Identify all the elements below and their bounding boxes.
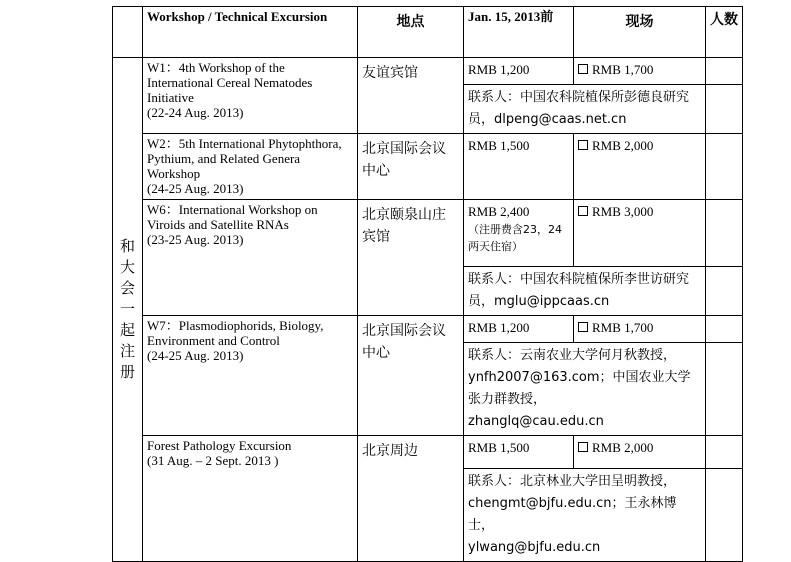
early-price-cell: RMB 1,500 [464, 134, 574, 200]
workshop-cell [143, 58, 358, 134]
location-cell: 北京国际会议中心 [358, 316, 464, 436]
early-price-cell: RMB 1,200 [464, 316, 574, 343]
workshop-title: W1：4th Workshop of the International Cereal Nematodes Initiative [147, 60, 313, 105]
workshop-dates: (31 Aug. – 2 Sept. 2013 ) [147, 453, 279, 468]
early-price-cell [464, 200, 574, 267]
early-price-note: （注册费含23，24两天住宿） [468, 223, 562, 253]
header-workshop: Workshop / Technical Excursion [143, 7, 358, 58]
header-blank [113, 7, 143, 58]
location-cell: 北京颐泉山庄宾馆 [358, 200, 464, 316]
checkbox-icon[interactable] [578, 140, 588, 150]
contact-line: 联系人：云南农业大学何月秋教授， [468, 348, 677, 363]
table-row [113, 134, 743, 200]
onsite-price: RMB 2,000 [592, 440, 654, 455]
side-label-char: 会 [119, 279, 135, 297]
count-cell[interactable] [706, 469, 743, 562]
contact-cell [464, 469, 706, 562]
registration-table [112, 6, 743, 562]
contact-cell: 联系人：中国农科院植保所李世访研究员，mglu@ippcaas.cn [464, 267, 706, 316]
checkbox-icon[interactable] [578, 64, 588, 74]
side-label-char: 大 [119, 258, 135, 276]
contact-line: chengmt@bjfu.edu.cn；王永林博士， [468, 496, 677, 533]
contact-line: ynfh2007@163.com；中国农业大学张力群教授， [468, 370, 691, 407]
onsite-price-cell [574, 200, 706, 267]
checkbox-icon[interactable] [578, 442, 588, 452]
onsite-price: RMB 2,000 [592, 138, 654, 153]
contact-line: zhanglq@cau.edu.cn [468, 414, 604, 429]
checkbox-icon[interactable] [578, 206, 588, 216]
header-count: 人数 [706, 7, 743, 58]
workshop-cell [143, 316, 358, 436]
count-cell[interactable] [706, 134, 743, 200]
count-cell[interactable] [706, 200, 743, 267]
side-label-char: 和 [119, 237, 135, 255]
onsite-price: RMB 3,000 [592, 204, 654, 219]
count-cell[interactable] [706, 436, 743, 469]
workshop-cell [143, 134, 358, 200]
side-label-char: 起 [119, 321, 135, 339]
workshop-cell [143, 200, 358, 316]
header-row [113, 7, 743, 58]
location-cell: 北京周边 [358, 436, 464, 562]
workshop-cell [143, 436, 358, 562]
count-cell[interactable] [706, 58, 743, 85]
workshop-title: Forest Pathology Excursion [147, 438, 292, 453]
workshop-title: W7：Plasmodiophorids, Biology, Environment and Control [147, 318, 324, 348]
onsite-price: RMB 1,700 [592, 320, 654, 335]
workshop-dates: (24-25 Aug. 2013) [147, 181, 244, 196]
count-cell[interactable] [706, 267, 743, 316]
contact-line: 联系人：北京林业大学田呈明教授， [468, 474, 677, 489]
early-price-cell: RMB 1,500 [464, 436, 574, 469]
table-row [113, 200, 743, 267]
onsite-price-cell [574, 58, 706, 85]
contact-line: ylwang@bjfu.edu.cn [468, 540, 601, 555]
count-cell[interactable] [706, 85, 743, 134]
workshop-dates: (24-25 Aug. 2013) [147, 348, 244, 363]
count-cell[interactable] [706, 343, 743, 436]
workshop-dates: (22-24 Aug. 2013) [147, 105, 244, 120]
workshop-title: W6：International Workshop on Viroids and Satellite RNAs [147, 202, 318, 232]
side-label-char: 注 [119, 342, 135, 360]
location-cell: 友谊宾馆 [358, 58, 464, 134]
onsite-price-cell [574, 134, 706, 200]
early-price-cell: RMB 1,200 [464, 58, 574, 85]
table-row [113, 58, 743, 85]
onsite-price-cell [574, 436, 706, 469]
header-onsite-price: 现场 [574, 7, 706, 58]
workshop-title: W2：5th International Phytophthora, Pythium, and Related Genera Workshop [147, 136, 342, 181]
workshop-dates: (23-25 Aug. 2013) [147, 232, 244, 247]
checkbox-icon[interactable] [578, 322, 588, 332]
header-location: 地点 [358, 7, 464, 58]
onsite-price-cell [574, 316, 706, 343]
location-cell: 北京国际会议中心 [358, 134, 464, 200]
side-label-char: 册 [119, 363, 135, 381]
early-price: RMB 2,400 [468, 204, 530, 219]
header-early-price: Jan. 15, 2013前 [464, 7, 574, 58]
table-row [113, 316, 743, 343]
onsite-price: RMB 1,700 [592, 62, 654, 77]
side-label [113, 58, 143, 562]
contact-cell: 联系人：中国农科院植保所彭德良研究员，dlpeng@caas.net.cn [464, 85, 706, 134]
count-cell[interactable] [706, 316, 743, 343]
table-row [113, 436, 743, 469]
contact-cell [464, 343, 706, 436]
side-label-char: 一 [119, 300, 135, 318]
